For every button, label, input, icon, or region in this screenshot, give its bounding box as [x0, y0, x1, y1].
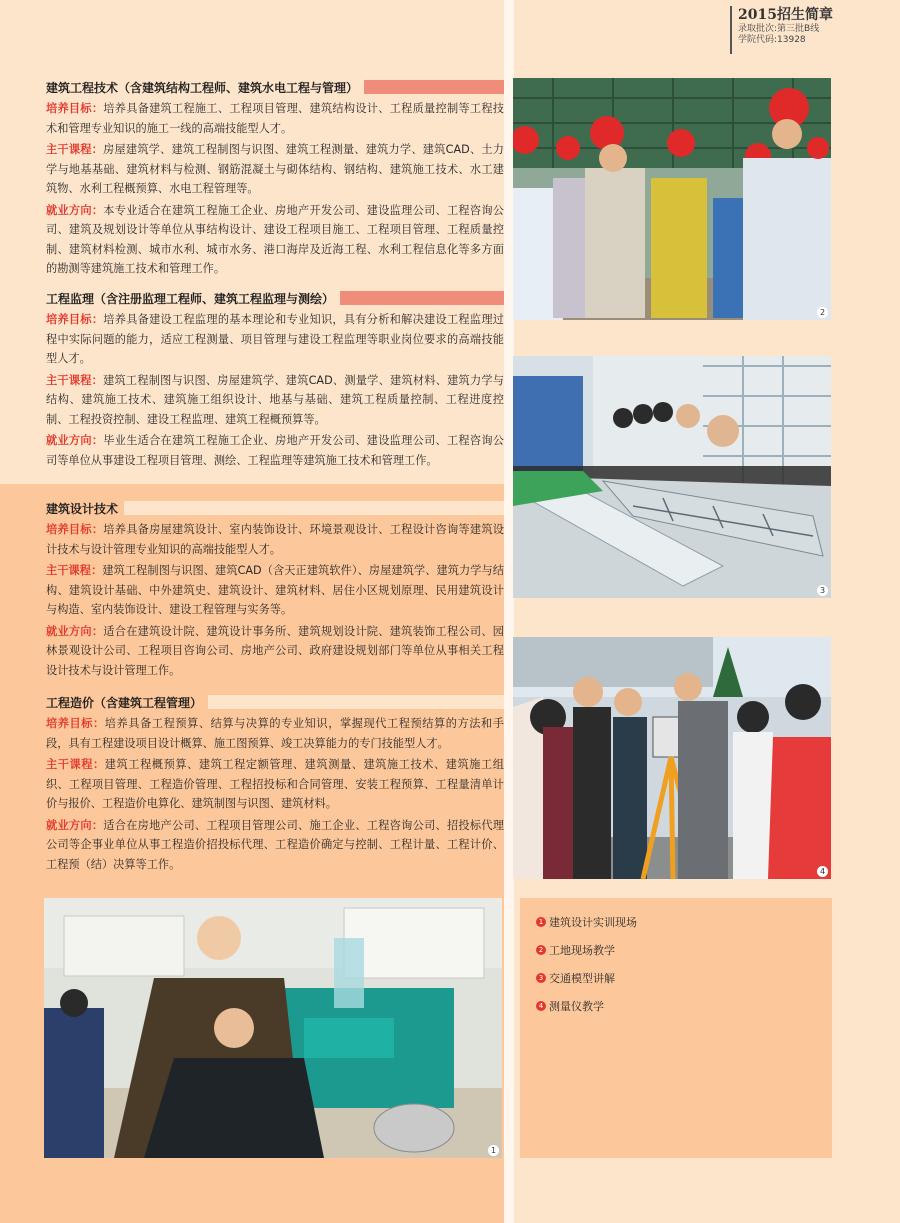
section-title: 建筑工程技术（含建筑结构工程师、建筑水电工程与管理）: [46, 77, 504, 97]
career-direction: 就业方向：本专业适合在建筑工程施工企业、房地产开发公司、建设监理公司、工程咨询公司、建筑及规划设计等单位从事结构设计、建设工程项目施工、工程项目管理、工程质量控制、建筑材料检测、城市水利、城市水务、港口海岸及近海工程、水利工程信息化等多方面的勘测等建筑施工技术和管理工作。: [46, 203, 504, 275]
caption-item: [536, 936, 832, 964]
section-title: 工程监理（含注册监理工程师、建筑工程监理与测绘）: [46, 288, 504, 308]
photo-number: 2: [817, 307, 828, 318]
main-courses: 主干课程：建筑工程概预算、建筑工程定额管理、建筑测量、建筑施工技术、建筑施工组织、工程项目管理、工程造价管理、工程招投标和合同管理、安装工程预算、工程量清单计价与报价、工程造价电算化、建筑制图与识图、建筑材料。: [46, 758, 504, 810]
model-explanation-illustration: [513, 356, 831, 598]
photo-number: 3: [817, 585, 828, 596]
section-cost-engineering: [46, 692, 504, 874]
title-bar: [340, 291, 504, 305]
training-goal: 培养目标：培养具备建设工程监理的基本理论和专业知识，具有分析和解决建设工程监理过程中实际问题的能力，适应工程测量、项目管理与建设工程监理等职业岗位要求的高端技能型人才。: [46, 313, 504, 365]
section-title: 建筑设计技术: [46, 498, 504, 518]
caption-item: [536, 964, 832, 992]
title-bar: [364, 80, 504, 94]
caption-text: 交通模型讲解: [549, 972, 615, 985]
header-code: 学院代码:13928: [738, 35, 806, 45]
caption-text: 建筑设计实训现场: [549, 916, 637, 929]
photo-lab-training: [44, 898, 502, 1158]
site-teaching-illustration: [513, 78, 831, 320]
training-goal: 培养目标：培养具备房屋建筑设计、室内装饰设计、环境景观设计、工程设计咨询等建筑设计技术与设计管理专业知识的高端技能型人才。: [46, 523, 504, 556]
caption-number: 4: [536, 1001, 546, 1011]
training-goal: 培养目标：培养具备工程预算、结算与决算的专业知识，掌握现代工程预结算的方法和手段，具有工程建设项目设计概算、施工图预算、竣工决算能力的专门技能型人才。: [46, 717, 504, 750]
main-courses: 主干课程：建筑工程制图与识图、房屋建筑学、建筑CAD、测量学、建筑材料、建筑力学与结构、建筑施工技术、建筑施工组织设计、地基与基础、建筑工程质量控制、工程进度控制、工程投资控制、建设工程监理、建筑工程概预算等。: [46, 373, 504, 426]
brochure-header: [730, 6, 840, 54]
caption-number: 2: [536, 945, 546, 955]
photo-number: 1: [488, 1145, 499, 1156]
main-courses: 主干课程：建筑工程制图与识图、建筑CAD（含天正建筑软件）、房屋建筑学、建筑力学与结构、建筑设计基础、中外建筑史、建筑设计、建筑材料、居住小区规划原理、民用建筑设计与构造、室内装饰设计、建设工程管理与实务等。: [46, 564, 504, 616]
career-direction: 就业方向：毕业生适合在建筑工程施工企业、房地产开发公司、建设监理公司、工程咨询公司等单位从事建设工程项目管理、测绘、工程监理等建筑施工技术和管理工作。: [46, 434, 504, 467]
title-bar: [208, 695, 504, 709]
training-goal: 培养目标：培养具备建筑工程施工、工程项目管理、建筑结构设计、工程质量控制等工程技术和管理专业知识的施工一线的高端技能型人才。: [46, 102, 504, 135]
section-title: 工程造价（含建筑工程管理）: [46, 692, 504, 712]
career-direction: 就业方向：适合在房地产公司、工程项目管理公司、施工企业、工程咨询公司、招投标代理公司等企事业单位从事工程造价招投标代理、工程造价确定与控制、工程计量、工程计价、工程预（结）决算等工作。: [46, 818, 504, 871]
section-architectural-design: [46, 498, 504, 680]
caption-text: 工地现场教学: [549, 944, 615, 957]
header-batch: 录取批次:第三批B线: [738, 24, 820, 34]
main-courses: 主干课程：房屋建筑学、建筑工程制图与识图、建筑工程测量、建筑力学、建筑CAD、土力学与地基基础、建筑材料与检测、钢筋混凝土与砌体结构、钢结构、建筑施工技术、水工建筑物、水利工程概预算、水电工程管理等。: [46, 143, 504, 195]
caption-number: 3: [536, 973, 546, 983]
header-title: 2015招生简章: [738, 7, 833, 23]
photo-model-explanation: [513, 356, 831, 598]
caption-text: 测量仪教学: [549, 1000, 604, 1013]
photo-surveying-teaching: [513, 637, 831, 879]
section-construction-tech: [46, 77, 504, 279]
section-supervision: [46, 288, 504, 470]
lab-training-illustration: [44, 898, 502, 1158]
caption-number: 1: [536, 917, 546, 927]
photo-number: 4: [817, 866, 828, 877]
surveying-teaching-illustration: [513, 637, 831, 879]
photo-site-teaching: [513, 78, 831, 320]
caption-item: [536, 992, 832, 1020]
caption-item: [536, 908, 832, 936]
photo-captions: [520, 898, 832, 1158]
title-bar: [124, 501, 504, 515]
career-direction: 就业方向：适合在建筑设计院、建筑设计事务所、建筑规划设计院、建筑装饰工程公司、园林景观设计公司、工程项目咨询公司、房地产公司、政府建设规划部门等单位从事相关工程设计技术与设计管理工作。: [46, 624, 504, 677]
